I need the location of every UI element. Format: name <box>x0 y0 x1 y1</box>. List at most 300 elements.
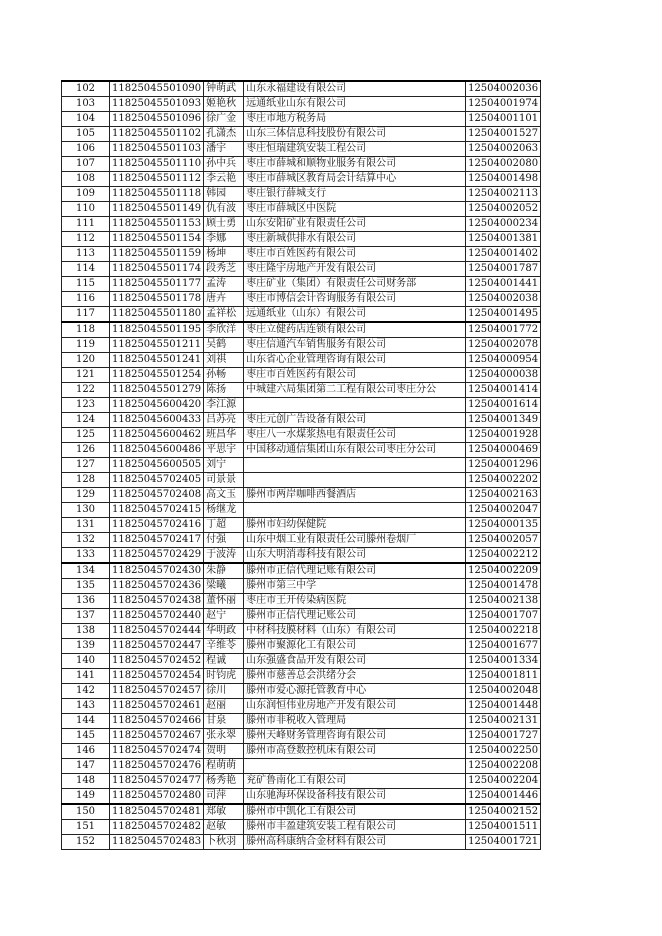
code-cell[interactable]: 12504000469 <box>466 443 541 458</box>
code-cell[interactable]: 12504001721 <box>466 835 541 850</box>
table-row <box>62 322 541 338</box>
row-index-cell[interactable]: 112 <box>62 232 110 247</box>
table-row <box>62 353 541 368</box>
table-row <box>62 669 541 684</box>
row-index-cell[interactable]: 117 <box>62 307 110 323</box>
row-index-cell[interactable]: 106 <box>62 142 110 157</box>
table-row <box>62 247 541 262</box>
organization-cell[interactable]: 滕州市正信代理记账公司 <box>244 609 466 624</box>
organization-cell[interactable]: 远通纸业（山东）有限公司 <box>244 307 466 323</box>
table-row <box>62 729 541 744</box>
organization-cell[interactable]: 枣庄市薛城和顺物业服务有限公司 <box>244 157 466 172</box>
id-number-cell[interactable]: 11825045600486 <box>110 443 204 458</box>
code-cell[interactable]: 12504002038 <box>466 292 541 307</box>
person-name-cell[interactable]: 丁超 <box>204 518 244 533</box>
row-index-cell[interactable]: 138 <box>62 624 110 639</box>
code-cell[interactable]: 12504001811 <box>466 669 541 684</box>
id-number-cell[interactable]: 11825045501110 <box>110 157 204 172</box>
organization-cell[interactable]: 山东中烟工业有限责任公司滕州卷烟厂 <box>244 533 466 548</box>
code-cell[interactable]: 12504000038 <box>466 368 541 383</box>
id-number-cell[interactable]: 11825045501279 <box>110 383 204 398</box>
id-number-cell[interactable]: 11825045501149 <box>110 202 204 217</box>
person-name-cell[interactable]: 平思宇 <box>204 443 244 458</box>
row-index-cell[interactable]: 142 <box>62 684 110 699</box>
code-cell[interactable]: 12504000135 <box>466 518 541 533</box>
row-index-cell[interactable]: 140 <box>62 654 110 669</box>
person-name-cell[interactable]: 时钧虎 <box>204 669 244 684</box>
person-name-cell[interactable]: 辛维苓 <box>204 639 244 654</box>
id-number-cell[interactable]: 11825045501211 <box>110 338 204 353</box>
organization-cell[interactable]: 枣庄矿业（集团）有限责任公司财务部 <box>244 277 466 292</box>
code-cell[interactable]: 12504002057 <box>466 533 541 548</box>
row-index-cell[interactable]: 107 <box>62 157 110 172</box>
id-number-cell[interactable]: 11825045600462 <box>110 428 204 443</box>
organization-cell[interactable]: 山东强盛食品开发有限公司 <box>244 654 466 669</box>
id-number-cell[interactable]: 11825045702457 <box>110 684 204 699</box>
code-cell[interactable]: 12504002036 <box>466 81 541 97</box>
organization-cell[interactable] <box>244 759 466 774</box>
person-name-cell[interactable]: 段秀芝 <box>204 262 244 277</box>
table-row <box>62 518 541 533</box>
person-name-cell[interactable]: 唐卉 <box>204 292 244 307</box>
code-cell[interactable]: 12504001928 <box>466 428 541 443</box>
id-number-cell[interactable]: 11825045501178 <box>110 292 204 307</box>
row-index-cell[interactable]: 121 <box>62 368 110 383</box>
code-cell[interactable]: 12504001677 <box>466 639 541 654</box>
organization-cell[interactable]: 枣庄市王开传染病医院 <box>244 594 466 609</box>
id-number-cell[interactable]: 11825045702408 <box>110 488 204 503</box>
code-cell[interactable]: 12504000954 <box>466 353 541 368</box>
id-number-cell[interactable]: 11825045501174 <box>110 262 204 277</box>
id-number-cell[interactable]: 11825045501103 <box>110 142 204 157</box>
table-row <box>62 548 541 564</box>
row-index-cell[interactable]: 104 <box>62 112 110 127</box>
code-cell[interactable]: 12504002209 <box>466 563 541 579</box>
code-cell[interactable]: 12504002052 <box>466 202 541 217</box>
person-name-cell[interactable]: 赵敏 <box>204 820 244 835</box>
person-name-cell[interactable]: 司萍 <box>204 789 244 805</box>
person-name-cell[interactable]: 司景景 <box>204 473 244 488</box>
table-row <box>62 579 541 594</box>
row-index-cell[interactable]: 136 <box>62 594 110 609</box>
id-number-cell[interactable]: 11825045501153 <box>110 217 204 232</box>
code-cell[interactable]: 12504002208 <box>466 759 541 774</box>
id-number-cell[interactable]: 11825045702436 <box>110 579 204 594</box>
row-index-cell[interactable]: 110 <box>62 202 110 217</box>
table-row <box>62 563 541 579</box>
table-row <box>62 127 541 142</box>
row-index-cell[interactable]: 151 <box>62 820 110 835</box>
code-cell[interactable]: 12504002204 <box>466 774 541 789</box>
table-row <box>62 307 541 323</box>
person-name-cell[interactable]: 仇有波 <box>204 202 244 217</box>
code-cell[interactable]: 12504001527 <box>466 127 541 142</box>
person-name-cell[interactable]: 刘宁 <box>204 458 244 473</box>
id-number-cell[interactable]: 11825045501112 <box>110 172 204 187</box>
organization-cell[interactable]: 滕州市妇幼保健院 <box>244 518 466 533</box>
row-index-cell[interactable]: 135 <box>62 579 110 594</box>
person-name-cell[interactable]: 梁曦 <box>204 579 244 594</box>
code-cell[interactable]: 12504001101 <box>466 112 541 127</box>
id-number-cell[interactable]: 11825045702416 <box>110 518 204 533</box>
id-number-cell[interactable]: 11825045702474 <box>110 744 204 759</box>
row-index-cell[interactable]: 124 <box>62 413 110 428</box>
table-row <box>62 759 541 774</box>
table-row <box>62 714 541 729</box>
row-index-cell[interactable]: 143 <box>62 699 110 714</box>
organization-cell[interactable]: 滕州市中凯化工有限公司 <box>244 804 466 820</box>
data-table <box>61 80 541 850</box>
row-index-cell[interactable]: 119 <box>62 338 110 353</box>
code-cell[interactable]: 12504002063 <box>466 142 541 157</box>
id-number-cell[interactable]: 11825045702482 <box>110 820 204 835</box>
code-cell[interactable]: 12504001727 <box>466 729 541 744</box>
row-index-cell[interactable]: 131 <box>62 518 110 533</box>
person-name-cell[interactable]: 徐广金 <box>204 112 244 127</box>
table-row <box>62 157 541 172</box>
table-row <box>62 202 541 217</box>
row-index-cell[interactable]: 149 <box>62 789 110 805</box>
id-number-cell[interactable]: 11825045702417 <box>110 533 204 548</box>
code-cell[interactable]: 12504002218 <box>466 624 541 639</box>
code-cell[interactable]: 12504001448 <box>466 699 541 714</box>
row-index-cell[interactable]: 123 <box>62 398 110 413</box>
id-number-cell[interactable]: 11825045600420 <box>110 398 204 413</box>
row-index-cell[interactable]: 127 <box>62 458 110 473</box>
code-cell[interactable]: 12504001441 <box>466 277 541 292</box>
code-cell[interactable]: 12504002163 <box>466 488 541 503</box>
organization-cell[interactable]: 枣庄市地方税务局 <box>244 112 466 127</box>
row-index-cell[interactable]: 125 <box>62 428 110 443</box>
code-cell[interactable]: 12504001495 <box>466 307 541 323</box>
organization-cell[interactable] <box>244 398 466 413</box>
table-row <box>62 217 541 232</box>
id-number-cell[interactable]: 11825045702461 <box>110 699 204 714</box>
table-row <box>62 774 541 789</box>
organization-cell[interactable]: 滕州市非税收入管理局 <box>244 714 466 729</box>
row-index-cell[interactable]: 132 <box>62 533 110 548</box>
person-name-cell[interactable]: 吴鹤 <box>204 338 244 353</box>
id-number-cell[interactable]: 11825045702430 <box>110 563 204 579</box>
person-name-cell[interactable]: 甘泉 <box>204 714 244 729</box>
organization-cell[interactable]: 枣庄市博信会计咨询服务有限公司 <box>244 292 466 307</box>
table-row <box>62 533 541 548</box>
person-name-cell[interactable]: 董怀丽 <box>204 594 244 609</box>
code-cell[interactable]: 12504002250 <box>466 744 541 759</box>
table-row <box>62 503 541 518</box>
table-row <box>62 804 541 820</box>
row-index-cell[interactable]: 108 <box>62 172 110 187</box>
code-cell[interactable]: 12504001511 <box>466 820 541 835</box>
code-cell[interactable]: 12504001787 <box>466 262 541 277</box>
row-index-cell[interactable]: 113 <box>62 247 110 262</box>
code-cell[interactable]: 12504001381 <box>466 232 541 247</box>
table-row <box>62 458 541 473</box>
person-name-cell[interactable]: 杨继龙 <box>204 503 244 518</box>
person-name-cell[interactable]: 卜秋羽 <box>204 835 244 850</box>
organization-cell[interactable]: 山东润恒伟业房地产开发有限公司 <box>244 699 466 714</box>
person-name-cell[interactable]: 李云艳 <box>204 172 244 187</box>
person-name-cell[interactable]: 孟涛 <box>204 277 244 292</box>
row-index-cell[interactable]: 134 <box>62 563 110 579</box>
id-number-cell[interactable]: 11825045702481 <box>110 804 204 820</box>
id-number-cell[interactable]: 11825045702444 <box>110 624 204 639</box>
organization-cell[interactable]: 山东省心企业管理咨询有限公司 <box>244 353 466 368</box>
person-name-cell[interactable]: 刘祺 <box>204 353 244 368</box>
person-name-cell[interactable]: 郑敏 <box>204 804 244 820</box>
organization-cell[interactable]: 枣庄信通汽车销售服务有限公司 <box>244 338 466 353</box>
row-index-cell[interactable]: 137 <box>62 609 110 624</box>
table-row <box>62 338 541 353</box>
person-name-cell[interactable]: 华明政 <box>204 624 244 639</box>
code-cell[interactable]: 12504002080 <box>466 157 541 172</box>
row-index-cell[interactable]: 120 <box>62 353 110 368</box>
row-index-cell[interactable]: 116 <box>62 292 110 307</box>
code-cell[interactable]: 12504002212 <box>466 548 541 564</box>
table-row <box>62 232 541 247</box>
id-number-cell[interactable]: 11825045702480 <box>110 789 204 805</box>
row-index-cell[interactable]: 141 <box>62 669 110 684</box>
organization-cell[interactable]: 中城建六局集团第二工程有限公司枣庄分公 <box>244 383 466 398</box>
person-name-cell[interactable]: 李娜 <box>204 232 244 247</box>
organization-cell[interactable]: 枣庄新城供排水有限公司 <box>244 232 466 247</box>
id-number-cell[interactable]: 11825045501180 <box>110 307 204 323</box>
organization-cell[interactable]: 枣庄元创广告设备有限公司 <box>244 413 466 428</box>
person-name-cell[interactable]: 班昌华 <box>204 428 244 443</box>
row-index-cell[interactable]: 111 <box>62 217 110 232</box>
row-index-cell[interactable]: 105 <box>62 127 110 142</box>
person-name-cell[interactable]: 陈扬 <box>204 383 244 398</box>
table-row <box>62 383 541 398</box>
organization-cell[interactable]: 山东驰海环保设备科技有限公司 <box>244 789 466 805</box>
id-number-cell[interactable]: 11825045501177 <box>110 277 204 292</box>
row-index-cell[interactable]: 150 <box>62 804 110 820</box>
person-name-cell[interactable]: 张永翠 <box>204 729 244 744</box>
organization-cell[interactable]: 枣庄隆宇房地产开发有限公司 <box>244 262 466 277</box>
row-index-cell[interactable]: 148 <box>62 774 110 789</box>
code-cell[interactable]: 12504002131 <box>466 714 541 729</box>
id-number-cell[interactable]: 11825045501254 <box>110 368 204 383</box>
row-index-cell[interactable]: 133 <box>62 548 110 564</box>
code-cell[interactable]: 12504002047 <box>466 503 541 518</box>
person-name-cell[interactable]: 孔潇杰 <box>204 127 244 142</box>
table-row <box>62 292 541 307</box>
organization-cell[interactable]: 兖矿鲁南化工有限公司 <box>244 774 466 789</box>
table-row <box>62 81 541 97</box>
id-number-cell[interactable]: 11825045702466 <box>110 714 204 729</box>
code-cell[interactable]: 12504001402 <box>466 247 541 262</box>
person-name-cell[interactable]: 潘宇 <box>204 142 244 157</box>
id-number-cell[interactable]: 11825045702467 <box>110 729 204 744</box>
code-cell[interactable]: 12504002113 <box>466 187 541 202</box>
organization-cell[interactable]: 山东安阳矿业有限责任公司 <box>244 217 466 232</box>
id-number-cell[interactable]: 11825045501102 <box>110 127 204 142</box>
id-number-cell[interactable]: 11825045702438 <box>110 594 204 609</box>
person-name-cell[interactable]: 徐川 <box>204 684 244 699</box>
table-row <box>62 112 541 127</box>
code-cell[interactable]: 12504001772 <box>466 322 541 338</box>
organization-cell[interactable]: 枣庄市薛城区教育局会计结算中心 <box>244 172 466 187</box>
id-number-cell[interactable]: 11825045501093 <box>110 97 204 112</box>
table-row <box>62 820 541 835</box>
id-number-cell[interactable]: 11825045501159 <box>110 247 204 262</box>
row-index-cell[interactable]: 115 <box>62 277 110 292</box>
organization-cell[interactable]: 山东大明消毒科技有限公司 <box>244 548 466 564</box>
row-index-cell[interactable]: 130 <box>62 503 110 518</box>
id-number-cell[interactable]: 11825045501195 <box>110 322 204 338</box>
organization-cell[interactable]: 中材科技膜材料（山东）有限公司 <box>244 624 466 639</box>
person-name-cell[interactable]: 高文玉 <box>204 488 244 503</box>
person-name-cell[interactable]: 杨坤 <box>204 247 244 262</box>
code-cell[interactable]: 12504001414 <box>466 383 541 398</box>
organization-cell[interactable]: 中国移动通信集团山东有限公司枣庄分公司 <box>244 443 466 458</box>
person-name-cell[interactable]: 杨秀艳 <box>204 774 244 789</box>
organization-cell[interactable]: 滕州天峰财务管理咨询有限公司 <box>244 729 466 744</box>
person-name-cell[interactable]: 李江源 <box>204 398 244 413</box>
person-name-cell[interactable]: 付强 <box>204 533 244 548</box>
organization-cell[interactable]: 滕州高科康纳合金材料有限公司 <box>244 835 466 850</box>
organization-cell[interactable]: 枣庄八一水煤浆热电有限责任公司 <box>244 428 466 443</box>
code-cell[interactable]: 12504002048 <box>466 684 541 699</box>
code-cell[interactable]: 12504000234 <box>466 217 541 232</box>
id-number-cell[interactable]: 11825045501241 <box>110 353 204 368</box>
organization-cell[interactable]: 滕州市正信代理记账有限公司 <box>244 563 466 579</box>
person-name-cell[interactable]: 朱静 <box>204 563 244 579</box>
code-cell[interactable]: 12504002078 <box>466 338 541 353</box>
id-number-cell[interactable]: 11825045600433 <box>110 413 204 428</box>
id-number-cell[interactable]: 11825045702429 <box>110 548 204 564</box>
person-name-cell[interactable]: 姬艳秋 <box>204 97 244 112</box>
organization-cell[interactable]: 枣庄银行薛城支行 <box>244 187 466 202</box>
table-row <box>62 684 541 699</box>
row-index-cell[interactable]: 144 <box>62 714 110 729</box>
organization-cell[interactable]: 山东三体信息科技股份有限公司 <box>244 127 466 142</box>
table-row <box>62 172 541 187</box>
person-name-cell[interactable]: 贺明 <box>204 744 244 759</box>
table-row <box>62 277 541 292</box>
table-row <box>62 142 541 157</box>
person-name-cell[interactable]: 孙畅 <box>204 368 244 383</box>
organization-cell[interactable] <box>244 503 466 518</box>
row-index-cell[interactable]: 109 <box>62 187 110 202</box>
person-name-cell[interactable]: 程萌萌 <box>204 759 244 774</box>
code-cell[interactable]: 12504002202 <box>466 473 541 488</box>
row-index-cell[interactable]: 147 <box>62 759 110 774</box>
code-cell[interactable]: 12504001478 <box>466 579 541 594</box>
id-number-cell[interactable]: 11825045501096 <box>110 112 204 127</box>
id-number-cell[interactable]: 11825045702440 <box>110 609 204 624</box>
id-number-cell[interactable]: 11825045702477 <box>110 774 204 789</box>
code-cell[interactable]: 12504001296 <box>466 458 541 473</box>
row-index-cell[interactable]: 152 <box>62 835 110 850</box>
row-index-cell[interactable]: 146 <box>62 744 110 759</box>
row-index-cell[interactable]: 145 <box>62 729 110 744</box>
id-number-cell[interactable]: 11825045702447 <box>110 639 204 654</box>
organization-cell[interactable]: 枣庄市百姓医药有限公司 <box>244 368 466 383</box>
organization-cell[interactable]: 滕州市第三中学 <box>244 579 466 594</box>
organization-cell[interactable]: 枣庄市薛城区中医院 <box>244 202 466 217</box>
id-number-cell[interactable]: 11825045702476 <box>110 759 204 774</box>
person-name-cell[interactable]: 于波涛 <box>204 548 244 564</box>
organization-cell[interactable] <box>244 458 466 473</box>
id-number-cell[interactable]: 11825045501090 <box>110 81 204 97</box>
row-index-cell[interactable]: 122 <box>62 383 110 398</box>
id-number-cell[interactable]: 11825045600505 <box>110 458 204 473</box>
organization-cell[interactable]: 滕州市两岸咖啡西餐酒店 <box>244 488 466 503</box>
code-cell[interactable]: 12504002138 <box>466 594 541 609</box>
code-cell[interactable]: 12504001707 <box>466 609 541 624</box>
code-cell[interactable]: 12504001614 <box>466 398 541 413</box>
person-name-cell[interactable]: 吕苏亮 <box>204 413 244 428</box>
id-number-cell[interactable]: 11825045702415 <box>110 503 204 518</box>
table-row <box>62 368 541 383</box>
row-index-cell[interactable]: 102 <box>62 81 110 97</box>
person-name-cell[interactable]: 孙中兵 <box>204 157 244 172</box>
table-row <box>62 639 541 654</box>
row-index-cell[interactable]: 129 <box>62 488 110 503</box>
id-number-cell[interactable]: 11825045702454 <box>110 669 204 684</box>
table-row <box>62 97 541 112</box>
person-name-cell[interactable]: 钟萌武 <box>204 81 244 97</box>
table-row <box>62 624 541 639</box>
id-number-cell[interactable]: 11825045702483 <box>110 835 204 850</box>
row-index-cell[interactable]: 139 <box>62 639 110 654</box>
row-index-cell[interactable]: 103 <box>62 97 110 112</box>
person-name-cell[interactable]: 孟祥松 <box>204 307 244 323</box>
organization-cell[interactable]: 滕州市高登数控机床有限公司 <box>244 744 466 759</box>
organization-cell[interactable]: 滕州市慈善总会洪绪分会 <box>244 669 466 684</box>
organization-cell[interactable]: 山东永福建设有限公司 <box>244 81 466 97</box>
table-row <box>62 594 541 609</box>
row-index-cell[interactable]: 114 <box>62 262 110 277</box>
code-cell[interactable]: 12504001498 <box>466 172 541 187</box>
organization-cell[interactable]: 滕州市聚源化工有限公司 <box>244 639 466 654</box>
table-row <box>62 699 541 714</box>
table-row <box>62 609 541 624</box>
person-name-cell[interactable]: 赵丽 <box>204 699 244 714</box>
person-name-cell[interactable]: 李欣洋 <box>204 322 244 338</box>
row-index-cell[interactable]: 128 <box>62 473 110 488</box>
table-row <box>62 835 541 850</box>
code-cell[interactable]: 12504001446 <box>466 789 541 805</box>
organization-cell[interactable]: 远通纸业山东有限公司 <box>244 97 466 112</box>
person-name-cell[interactable]: 顾士勇 <box>204 217 244 232</box>
organization-cell[interactable]: 滕州市爱心源托管教育中心 <box>244 684 466 699</box>
code-cell[interactable]: 12504001334 <box>466 654 541 669</box>
row-index-cell[interactable]: 126 <box>62 443 110 458</box>
person-name-cell[interactable]: 韩园 <box>204 187 244 202</box>
code-cell[interactable]: 12504001349 <box>466 413 541 428</box>
table-row <box>62 262 541 277</box>
table-row <box>62 428 541 443</box>
code-cell[interactable]: 12504002152 <box>466 804 541 820</box>
id-number-cell[interactable]: 11825045501118 <box>110 187 204 202</box>
code-cell[interactable]: 12504001974 <box>466 97 541 112</box>
id-number-cell[interactable]: 11825045702452 <box>110 654 204 669</box>
person-name-cell[interactable]: 赵宁 <box>204 609 244 624</box>
id-number-cell[interactable]: 11825045501154 <box>110 232 204 247</box>
id-number-cell[interactable]: 11825045702405 <box>110 473 204 488</box>
person-name-cell[interactable]: 程诚 <box>204 654 244 669</box>
row-index-cell[interactable]: 118 <box>62 322 110 338</box>
organization-cell[interactable]: 枣庄立健药店连锁有限公司 <box>244 322 466 338</box>
organization-cell[interactable]: 枣庄恒瑞建筑安装工程公司 <box>244 142 466 157</box>
organization-cell[interactable]: 枣庄市百姓医药有限公司 <box>244 247 466 262</box>
organization-cell[interactable]: 滕州市丰盈建筑安装工程有限公司 <box>244 820 466 835</box>
organization-cell[interactable] <box>244 473 466 488</box>
table-row <box>62 488 541 503</box>
table-row <box>62 187 541 202</box>
